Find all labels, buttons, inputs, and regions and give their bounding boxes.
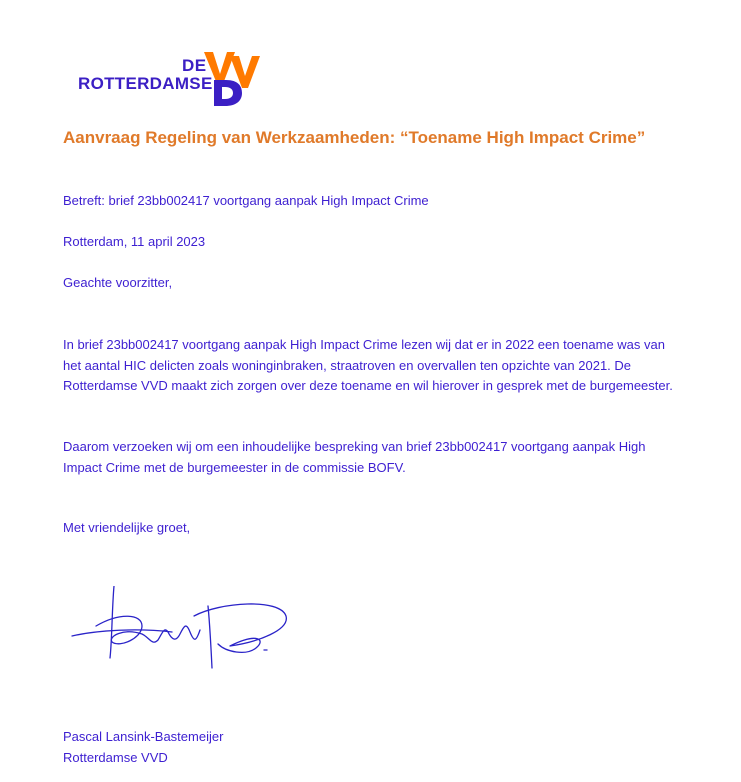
signer-name: Pascal Lansink-Bastemeijer: [63, 729, 224, 744]
logo-text-rotterdamse: ROTTERDAMSE: [78, 74, 213, 93]
body-paragraph-1: In brief 23bb002417 voortgang aanpak High Impact Crime lezen wij dat er in 2022 een toename was van het aantal HIC delicten zoals woninginbraken, straatroven en overvallen ten opzichte van 2021. De Rotterdamse VVD maakt zich zorgen over deze toename en wil hierover in gesprek met de burgemeester.: [63, 337, 673, 393]
place-date: Rotterdam, 11 april 2023: [63, 234, 206, 249]
signer-organisation: Rotterdamse VVD: [63, 750, 168, 765]
party-logo: [78, 50, 268, 108]
handwritten-signature: [68, 586, 298, 681]
logo-text-de: DE: [182, 56, 207, 75]
vvd-logo-mark-icon: [202, 50, 264, 108]
closing-line: Met vriendelijke groet,: [63, 520, 191, 535]
salutation: Geachte voorzitter,: [63, 275, 173, 290]
document-title: Aanvraag Regeling van Werkzaamheden: “Toename High Impact Crime”: [63, 128, 646, 147]
body-paragraph-2: Daarom verzoeken wij om een inhoudelijke bespreking van brief 23bb002417 voortgang aanpak High Impact Crime met de burgemeester in de commissie BOFV.: [63, 439, 646, 475]
subject-line: Betreft: brief 23bb002417 voortgang aanpak High Impact Crime: [63, 193, 429, 208]
